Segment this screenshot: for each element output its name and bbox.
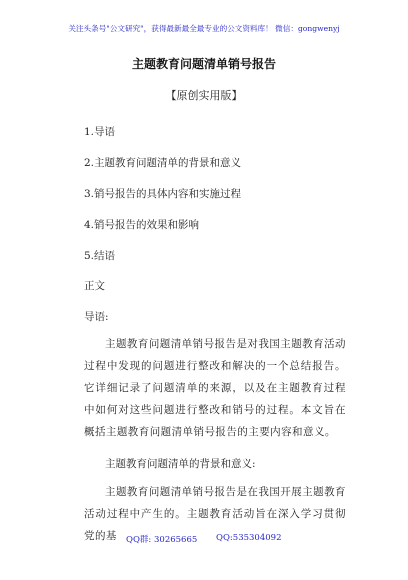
body-label: 正文 <box>84 280 105 292</box>
intro-label: 导语: <box>84 311 109 323</box>
document-title: 主题教育问题清单销号报告 <box>131 57 276 71</box>
section-paragraph: 主题教育问题清单销号报告是在我国开展主题教育活动过程中产生的。主题教育活动旨在深入学习贯彻党的基 <box>84 486 346 542</box>
toc-item: 4.销号报告的效果和影响 <box>84 219 200 231</box>
intro-paragraph: 主题教育问题清单销号报告是对我国主题教育活动过程中发现的问题进行整改和解决的一个总结报告。它详细记录了问题清单的来源，以及在主题教育过程中如何对这些问题进行整改和销号的过程。本文旨在概括主题教育问题清单销号报告的主要内容和意义。 <box>84 338 346 438</box>
footer-qq: QQ:535304092 <box>216 533 282 543</box>
header-banner: 关注头条号"公文研究"，获得最新最全最专业的公文资料库！ 微信：gongwenyj <box>68 24 340 33</box>
toc-item: 3.销号报告的具体内容和实施过程 <box>84 188 242 200</box>
edition-label: 【原创实用版】 <box>165 89 243 102</box>
section-heading: 主题教育问题清单的背景和意义: <box>105 458 256 470</box>
toc-item: 2.主题教育问题清单的背景和意义 <box>84 157 242 169</box>
footer-qq-group: QQ群: 30265665 <box>126 535 198 545</box>
toc-item: 1.导语 <box>84 126 116 138</box>
toc-item: 5.结语 <box>84 250 116 262</box>
